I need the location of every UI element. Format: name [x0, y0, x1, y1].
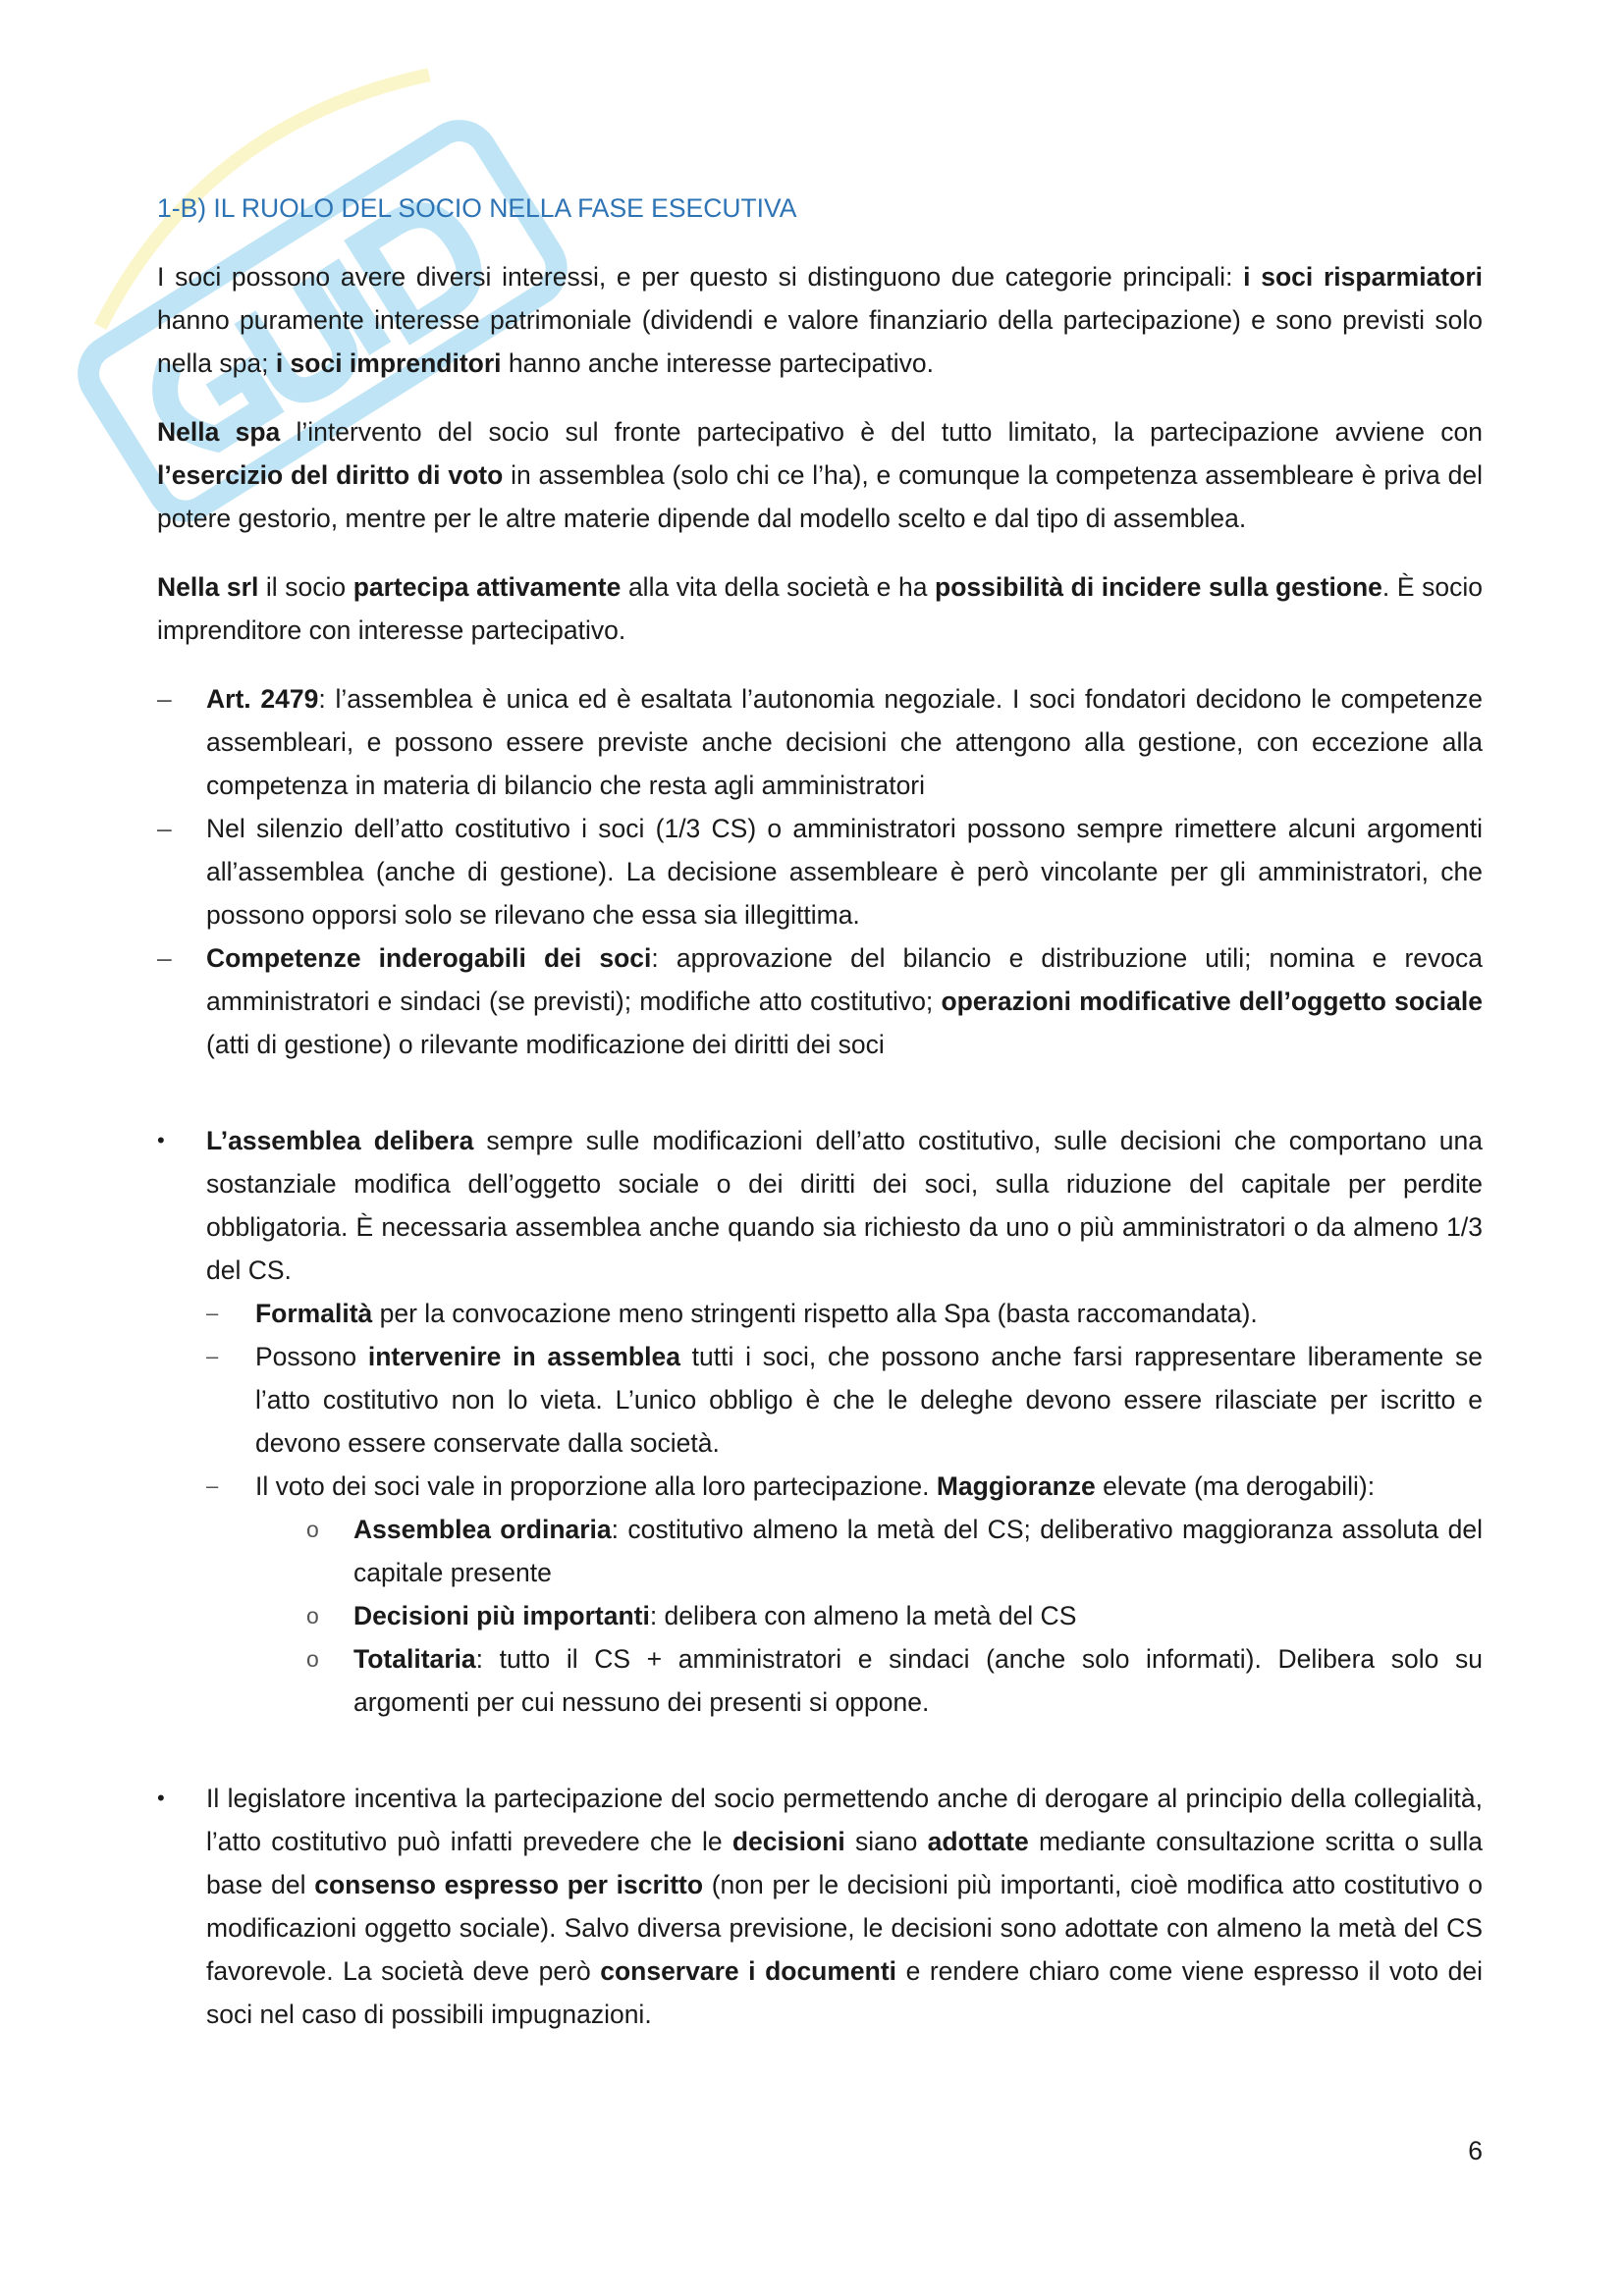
dash-marker: –	[157, 814, 172, 843]
page-number: 6	[1468, 2136, 1483, 2165]
bullet-item-assemblea: • L’assemblea delibera sempre sulle modificazioni dell’atto costitutivo, sulle decisioni che comportano una sostanziale modifica dell’oggetto sociale o dei diritti dei soci, sulla riduzione del capitale per perdite obbligatoria. È necessaria assemblea anche quando sia richiesto da uno o più amministratori o da almeno 1/3 del CS. – Formalità per la convocazione meno stringenti rispetto alla Spa (basta raccomandata). – Possono intervenire in assemblea tutti i soci, che possono anche farsi rappresentare liberamente se l’atto costitutivo non lo vieta. L’unico obbligo è che le deleghe devono essere rilasciate per iscritto e devono essere conservate dalla società. – Il voto dei soci vale in proporzione alla loro partecipazione. Maggioranze elevate (ma derogabili): o Assemblea ordinaria: costitutivo almeno la metà del CS; deliberativo maggioranza assoluta del capitale presente o Decisioni più importanti: delibera con almeno la metà del CS o Totalitaria: tutto il CS + amministratori e sindaci (anche solo informati). Delibera solo su argomenti per cui nessuno dei presenti si oppone.	[157, 1119, 1483, 1724]
list-item: – Nel silenzio dell’atto costitutivo i soci (1/3 CS) o amministratori possono sempre rimettere alcuni argomenti all’assemblea (anche di gestione). La decisione assembleare è però vincolante per gli amministratori, che possono opporsi solo se rilevano che essa sia illegittima.	[157, 807, 1483, 936]
bullet-marker: •	[157, 1128, 165, 1152]
section-heading: 1-B) IL RUOLO DEL SOCIO NELLA FASE ESECUTIVA	[157, 193, 797, 223]
list-item: – Art. 2479: l’assemblea è unica ed è esaltata l’autonomia negoziale. I soci fondatori decidono le competenze assembleari, e possono essere previste anche decisioni che attengono alla gestione, con eccezione alla competenza in materia di bilancio che resta agli amministratori	[157, 677, 1483, 807]
srl-dash-list	[157, 677, 1483, 1066]
bullet-list	[157, 1119, 1483, 2036]
circle-marker: o	[306, 1646, 319, 1672]
dash-marker: –	[206, 1301, 219, 1325]
dash-marker: –	[157, 943, 172, 973]
assemblea-sub-list	[206, 1292, 1483, 1724]
list-item: – Competenze inderogabili dei soci: approvazione del bilancio e distribuzione utili; nomina e revoca amministratori e sindaci (se previsti); modifiche atto costitutivo; operazioni modificative dell’oggetto sociale (atti di gestione) o rilevante modificazione dei diritti dei soci	[157, 936, 1483, 1066]
circle-marker: o	[306, 1517, 319, 1542]
paragraph-soci-categorie: I soci possono avere diversi interessi, e per questo si distinguono due categorie principali: i soci risparmiatori hanno puramente interesse patrimoniale (dividendi e valore finanziario della partecipazione) e sono previsti solo nella spa; i soci imprenditori hanno anche interesse partecipativo.	[157, 262, 1483, 378]
bullet-item-legislatore: • Il legislatore incentiva la partecipazione del socio permettendo anche di derogare al principio della collegialità, l’atto costitutivo può infatti prevedere che le decisioni siano adottate mediante consultazione scritta o sulla base del consenso espresso per iscritto (non per le decisioni più importanti, cioè modifica atto costitutivo o modificazioni oggetto sociale). Salvo diversa previsione, le decisioni sono adottate con almeno la metà del CS favorevole. La società deve però conservare i documenti e rendere chiaro come viene espresso il voto dei soci nel caso di possibili impugnazioni.	[157, 1777, 1483, 2036]
list-item: – Il voto dei soci vale in proporzione alla loro partecipazione. Maggioranze elevate (ma derogabili): o Assemblea ordinaria: costitutivo almeno la metà del CS; deliberativo maggioranza assoluta del capitale presente o Decisioni più importanti: delibera con almeno la metà del CS o Totalitaria: tutto il CS + amministratori e sindaci (anche solo informati). Delibera solo su argomenti per cui nessuno dei presenti si oppone.	[206, 1465, 1483, 1724]
list-item: o Assemblea ordinaria: costitutivo almeno la metà del CS; deliberativo maggioranza assoluta del capitale presente	[255, 1508, 1483, 1594]
bullet-marker: •	[157, 1786, 165, 1810]
list-item: o Decisioni più importanti: delibera con almeno la metà del CS	[255, 1594, 1483, 1637]
paragraph-nella-spa: Nella spa l’intervento del socio sul fronte partecipativo è del tutto limitato, la partecipazione avviene con l’esercizio del diritto di voto in assemblea (solo chi ce l’ha), e comunque la competenza assembleare è priva del potere gestorio, mentre per le altre materie dipende dal modello scelto e dal tipo di assemblea.	[157, 417, 1483, 533]
list-item: – Possono intervenire in assemblea tutti i soci, che possono anche farsi rappresentare liberamente se l’atto costitutivo non lo vieta. L’unico obbligo è che le deleghe devono essere rilasciate per iscritto e devono essere conservate dalla società.	[206, 1335, 1483, 1465]
circle-marker: o	[306, 1603, 319, 1629]
list-item: – Formalità per la convocazione meno stringenti rispetto alla Spa (basta raccomandata).	[206, 1292, 1483, 1335]
document-page	[157, 187, 1483, 2036]
dash-marker: –	[206, 1344, 219, 1368]
maggioranze-list	[255, 1508, 1483, 1724]
list-item: o Totalitaria: tutto il CS + amministratori e sindaci (anche solo informati). Delibera solo su argomenti per cui nessuno dei presenti si oppone.	[255, 1637, 1483, 1724]
paragraph-nella-srl: Nella srl il socio partecipa attivamente alla vita della società e ha possibilità di incidere sulla gestione. È socio imprenditore con interesse partecipativo.	[157, 572, 1483, 645]
dash-marker: –	[157, 684, 172, 714]
dash-marker: –	[206, 1473, 219, 1498]
